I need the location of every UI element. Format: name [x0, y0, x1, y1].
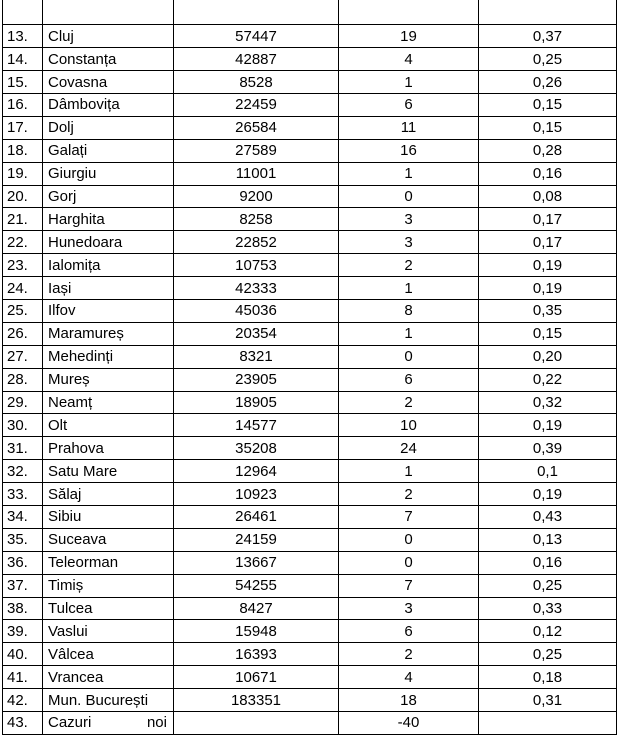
- table-row: [3, 551, 617, 574]
- county-name-cell: Iași: [43, 277, 174, 300]
- rate-cell: 0,37: [479, 25, 617, 48]
- county-name-cell: Mureș: [43, 368, 174, 391]
- table-row: [3, 162, 617, 185]
- county-name-cell: Timiș: [43, 574, 174, 597]
- cases-cell: -40: [339, 712, 479, 735]
- row-number-cell: 15.: [3, 71, 43, 94]
- table-row: [3, 597, 617, 620]
- row-number-cell: 39.: [3, 620, 43, 643]
- value-cell: 42333: [174, 277, 339, 300]
- rate-cell: [479, 712, 617, 735]
- value-cell: 11001: [174, 162, 339, 185]
- county-name-cell: Vâlcea: [43, 643, 174, 666]
- rate-cell: 0,19: [479, 254, 617, 277]
- row-number-cell: 13.: [3, 25, 43, 48]
- value-cell: 42887: [174, 48, 339, 71]
- rate-cell: 0,08: [479, 185, 617, 208]
- value-cell: 14577: [174, 414, 339, 437]
- value-cell: 16393: [174, 643, 339, 666]
- county-name-cell: Hunedoara: [43, 231, 174, 254]
- county-name-cell: Maramureș: [43, 322, 174, 345]
- cases-cell: 0: [339, 185, 479, 208]
- table-row: [3, 643, 617, 666]
- cases-cell: 18: [339, 689, 479, 712]
- cases-cell: 3: [339, 231, 479, 254]
- county-name-cell: Harghita: [43, 208, 174, 231]
- rate-cell: 0,33: [479, 597, 617, 620]
- cases-cell: 4: [339, 666, 479, 689]
- county-name-cell: Vaslui: [43, 620, 174, 643]
- value-cell: 57447: [174, 25, 339, 48]
- table-row: [3, 208, 617, 231]
- table-row: [3, 460, 617, 483]
- cases-cell: 6: [339, 620, 479, 643]
- rate-cell: 0,19: [479, 414, 617, 437]
- cases-cell: 8: [339, 299, 479, 322]
- row-number-cell: 35.: [3, 528, 43, 551]
- row-number-cell: 33.: [3, 483, 43, 506]
- cases-cell: 0: [339, 528, 479, 551]
- cases-cell: 0: [339, 345, 479, 368]
- rate-cell: 0,26: [479, 71, 617, 94]
- cases-cell: 1: [339, 71, 479, 94]
- cases-cell: 2: [339, 483, 479, 506]
- value-cell: 24159: [174, 528, 339, 551]
- table-row: [3, 391, 617, 414]
- value-cell: 27589: [174, 139, 339, 162]
- cases-cell: 1: [339, 460, 479, 483]
- rate-cell: 0,12: [479, 620, 617, 643]
- row-number-cell: 28.: [3, 368, 43, 391]
- row-number-cell: 19.: [3, 162, 43, 185]
- table-row-total: [3, 712, 617, 735]
- table-row: [3, 71, 617, 94]
- row-number-cell: 20.: [3, 185, 43, 208]
- county-name-cell: Teleorman: [43, 551, 174, 574]
- rate-cell: 0,15: [479, 116, 617, 139]
- header-cell: [43, 0, 174, 25]
- rate-cell: 0,35: [479, 299, 617, 322]
- county-name-cell: Tulcea: [43, 597, 174, 620]
- table-row: [3, 506, 617, 529]
- cases-cell: 7: [339, 506, 479, 529]
- row-number-cell: 30.: [3, 414, 43, 437]
- rate-cell: 0,20: [479, 345, 617, 368]
- value-cell: 8427: [174, 597, 339, 620]
- row-number-cell: 23.: [3, 254, 43, 277]
- county-name-cell: Neamț: [43, 391, 174, 414]
- table-body: [3, 0, 617, 734]
- county-name-cell: Cluj: [43, 25, 174, 48]
- row-number-cell: 16.: [3, 93, 43, 116]
- rate-cell: 0,43: [479, 506, 617, 529]
- value-cell: 22852: [174, 231, 339, 254]
- row-number-cell: 22.: [3, 231, 43, 254]
- cases-cell: 11: [339, 116, 479, 139]
- county-name-cell: Gorj: [43, 185, 174, 208]
- value-cell: 10753: [174, 254, 339, 277]
- header-cell: [339, 0, 479, 25]
- table-row: [3, 299, 617, 322]
- row-number-cell: 31.: [3, 437, 43, 460]
- row-number-cell: 14.: [3, 48, 43, 71]
- cases-cell: 6: [339, 93, 479, 116]
- value-cell: 54255: [174, 574, 339, 597]
- header-cell: [479, 0, 617, 25]
- county-name-cell: Sibiu: [43, 506, 174, 529]
- table-row: [3, 345, 617, 368]
- value-cell: 8528: [174, 71, 339, 94]
- rate-cell: 0,32: [479, 391, 617, 414]
- cases-cell: 1: [339, 322, 479, 345]
- cases-cell: 10: [339, 414, 479, 437]
- rate-cell: 0,19: [479, 277, 617, 300]
- header-cell: [3, 0, 43, 25]
- row-number-cell: 24.: [3, 277, 43, 300]
- table-row: [3, 139, 617, 162]
- table-row: [3, 689, 617, 712]
- county-name-cell: Ialomița: [43, 254, 174, 277]
- county-name-cell: Satu Mare: [43, 460, 174, 483]
- county-name-cell: Ilfov: [43, 299, 174, 322]
- table-row: [3, 666, 617, 689]
- new-cases-label-word2: noi: [146, 714, 167, 732]
- rate-cell: 0,16: [479, 551, 617, 574]
- table-row: [3, 93, 617, 116]
- value-cell: 183351: [174, 689, 339, 712]
- rate-cell: 0,1: [479, 460, 617, 483]
- rate-cell: 0,18: [479, 666, 617, 689]
- cases-cell: 2: [339, 254, 479, 277]
- row-number-cell: 27.: [3, 345, 43, 368]
- row-number-cell: 32.: [3, 460, 43, 483]
- cases-cell: 0: [339, 551, 479, 574]
- row-number-cell: 17.: [3, 116, 43, 139]
- table-row: [3, 185, 617, 208]
- value-cell: 45036: [174, 299, 339, 322]
- table-row: [3, 574, 617, 597]
- county-name-cell: Olt: [43, 414, 174, 437]
- rate-cell: 0,19: [479, 483, 617, 506]
- value-cell: 13667: [174, 551, 339, 574]
- row-number-cell: 25.: [3, 299, 43, 322]
- value-cell: 10671: [174, 666, 339, 689]
- value-cell: 20354: [174, 322, 339, 345]
- rate-cell: 0,39: [479, 437, 617, 460]
- table-row: [3, 48, 617, 71]
- row-number-cell: 26.: [3, 322, 43, 345]
- table-row: [3, 231, 617, 254]
- county-name-cell: Mehedinți: [43, 345, 174, 368]
- rate-cell: 0,16: [479, 162, 617, 185]
- row-number-cell: 42.: [3, 689, 43, 712]
- rate-cell: 0,25: [479, 643, 617, 666]
- table-row: [3, 277, 617, 300]
- table-row: [3, 620, 617, 643]
- cases-cell: 2: [339, 391, 479, 414]
- cases-cell: 2: [339, 643, 479, 666]
- header-cell: [174, 0, 339, 25]
- cases-cell: 19: [339, 25, 479, 48]
- rate-cell: 0,22: [479, 368, 617, 391]
- table-row: [3, 254, 617, 277]
- row-number-cell: 21.: [3, 208, 43, 231]
- table-row: [3, 368, 617, 391]
- row-number-cell: 34.: [3, 506, 43, 529]
- table-row: [3, 322, 617, 345]
- table-row: [3, 25, 617, 48]
- value-cell: 12964: [174, 460, 339, 483]
- cases-cell: 16: [339, 139, 479, 162]
- cases-cell: 3: [339, 208, 479, 231]
- row-number-cell: 43.: [3, 712, 43, 735]
- value-cell: [174, 712, 339, 735]
- rate-cell: 0,28: [479, 139, 617, 162]
- table-row: [3, 437, 617, 460]
- row-number-cell: 18.: [3, 139, 43, 162]
- table-row: [3, 116, 617, 139]
- value-cell: 9200: [174, 185, 339, 208]
- new-cases-label-word1: Cazuri: [48, 714, 92, 732]
- county-name-cell: Dâmbovița: [43, 93, 174, 116]
- value-cell: 8258: [174, 208, 339, 231]
- value-cell: 26461: [174, 506, 339, 529]
- value-cell: 18905: [174, 391, 339, 414]
- rate-cell: 0,25: [479, 574, 617, 597]
- rate-cell: 0,15: [479, 322, 617, 345]
- value-cell: 10923: [174, 483, 339, 506]
- value-cell: 15948: [174, 620, 339, 643]
- table-row: [3, 483, 617, 506]
- value-cell: 22459: [174, 93, 339, 116]
- table-row: [3, 414, 617, 437]
- table-row: [3, 528, 617, 551]
- value-cell: 8321: [174, 345, 339, 368]
- row-number-cell: 41.: [3, 666, 43, 689]
- row-number-cell: 36.: [3, 551, 43, 574]
- value-cell: 26584: [174, 116, 339, 139]
- county-name-cell: Dolj: [43, 116, 174, 139]
- row-number-cell: 40.: [3, 643, 43, 666]
- cases-cell: 7: [339, 574, 479, 597]
- value-cell: 35208: [174, 437, 339, 460]
- data-table: [2, 0, 617, 735]
- cases-cell: 6: [339, 368, 479, 391]
- county-name-cell: Giurgiu: [43, 162, 174, 185]
- rate-cell: 0,15: [479, 93, 617, 116]
- rate-cell: 0,25: [479, 48, 617, 71]
- table-row-partial-top: [3, 0, 617, 25]
- row-number-cell: 38.: [3, 597, 43, 620]
- rate-cell: 0,13: [479, 528, 617, 551]
- county-name-cell: Sălaj: [43, 483, 174, 506]
- value-cell: 23905: [174, 368, 339, 391]
- row-number-cell: 29.: [3, 391, 43, 414]
- county-name-cell: Vrancea: [43, 666, 174, 689]
- cases-cell: 24: [339, 437, 479, 460]
- cases-cell: 3: [339, 597, 479, 620]
- cases-cell: 4: [339, 48, 479, 71]
- rate-cell: 0,17: [479, 208, 617, 231]
- cases-cell: 1: [339, 162, 479, 185]
- new-cases-label-cell: [43, 712, 174, 735]
- county-name-cell: Mun. București: [43, 689, 174, 712]
- cases-cell: 1: [339, 277, 479, 300]
- county-name-cell: Constanța: [43, 48, 174, 71]
- county-name-cell: Prahova: [43, 437, 174, 460]
- row-number-cell: 37.: [3, 574, 43, 597]
- rate-cell: 0,17: [479, 231, 617, 254]
- county-name-cell: Suceava: [43, 528, 174, 551]
- county-name-cell: Galați: [43, 139, 174, 162]
- county-name-cell: Covasna: [43, 71, 174, 94]
- rate-cell: 0,31: [479, 689, 617, 712]
